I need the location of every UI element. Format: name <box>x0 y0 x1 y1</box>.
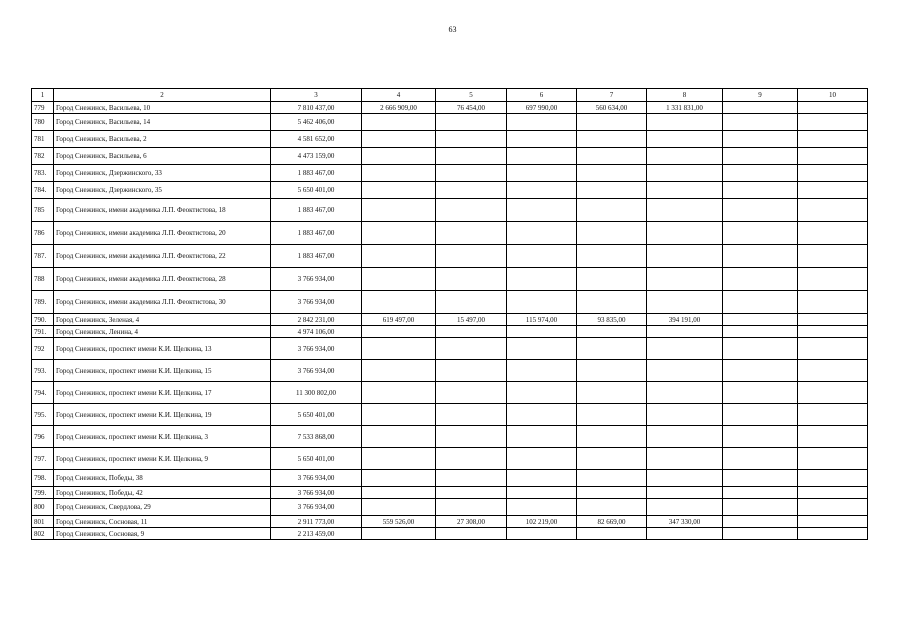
row-number: 784. <box>32 182 54 199</box>
cell-col8 <box>647 487 723 499</box>
cell-col7 <box>577 199 647 222</box>
table-row <box>32 487 868 499</box>
cell-col6 <box>507 448 577 470</box>
cell-col10 <box>798 222 868 245</box>
cell-col6 <box>507 404 577 426</box>
cell-col4 <box>362 148 436 165</box>
cell-col10 <box>798 404 868 426</box>
cell-col9 <box>723 499 798 516</box>
cell-col9 <box>723 470 798 487</box>
cell-col10 <box>798 382 868 404</box>
cell-col10 <box>798 148 868 165</box>
cell-col6 <box>507 245 577 268</box>
cell-col4 <box>362 404 436 426</box>
row-address: Город Снежинск, Васильева, 14 <box>54 114 271 131</box>
cell-col7: 82 669,00 <box>577 516 647 528</box>
cell-col10 <box>798 268 868 291</box>
cell-col10 <box>798 102 868 114</box>
cell-col3: 2 842 231,00 <box>271 314 362 326</box>
cell-col5: 76 454,00 <box>436 102 507 114</box>
table-row <box>32 470 868 487</box>
cell-col4: 619 497,00 <box>362 314 436 326</box>
cell-col7 <box>577 182 647 199</box>
cell-col6 <box>507 326 577 338</box>
cell-col3: 4 974 106,00 <box>271 326 362 338</box>
cell-col9 <box>723 222 798 245</box>
cell-col8 <box>647 338 723 360</box>
cell-col7: 560 634,00 <box>577 102 647 114</box>
row-number: 795. <box>32 404 54 426</box>
cell-col3: 3 766 934,00 <box>271 268 362 291</box>
cell-col5 <box>436 470 507 487</box>
column-header: 4 <box>362 89 436 102</box>
table-body <box>32 89 868 540</box>
table-row <box>32 314 868 326</box>
cell-col3: 5 650 401,00 <box>271 182 362 199</box>
row-address: Город Снежинск, Ленина, 4 <box>54 326 271 338</box>
row-address: Город Снежинск, Победы, 42 <box>54 487 271 499</box>
cell-col6 <box>507 528 577 540</box>
cell-col3: 4 581 652,00 <box>271 131 362 148</box>
cell-col7 <box>577 470 647 487</box>
cell-col8 <box>647 448 723 470</box>
row-number: 786 <box>32 222 54 245</box>
cell-col7 <box>577 487 647 499</box>
cell-col6 <box>507 338 577 360</box>
cell-col6 <box>507 199 577 222</box>
cell-col4 <box>362 487 436 499</box>
table-row <box>32 360 868 382</box>
cell-col4 <box>362 338 436 360</box>
row-number: 798. <box>32 470 54 487</box>
cell-col8 <box>647 148 723 165</box>
column-header: 2 <box>54 89 271 102</box>
cell-col7 <box>577 448 647 470</box>
row-address: Город Снежинск, проспект имени К.И. Щелкина, 15 <box>54 360 271 382</box>
table-row <box>32 382 868 404</box>
cell-col5 <box>436 131 507 148</box>
cell-col4 <box>362 528 436 540</box>
cell-col7 <box>577 291 647 314</box>
column-header: 5 <box>436 89 507 102</box>
cell-col6 <box>507 360 577 382</box>
cell-col9 <box>723 314 798 326</box>
cell-col3: 1 883 467,00 <box>271 222 362 245</box>
row-address: Город Снежинск, Сосновая, 9 <box>54 528 271 540</box>
cell-col4 <box>362 245 436 268</box>
table-row <box>32 222 868 245</box>
cell-col9 <box>723 114 798 131</box>
table-row <box>32 291 868 314</box>
row-number: 794. <box>32 382 54 404</box>
table-row <box>32 426 868 448</box>
cell-col6 <box>507 470 577 487</box>
row-number: 801 <box>32 516 54 528</box>
cell-col7 <box>577 338 647 360</box>
header-row <box>32 89 868 102</box>
table-row <box>32 102 868 114</box>
row-address: Город Снежинск, Свердлова, 29 <box>54 499 271 516</box>
cell-col6: 697 990,00 <box>507 102 577 114</box>
cell-col8 <box>647 360 723 382</box>
cell-col6 <box>507 182 577 199</box>
cell-col6 <box>507 148 577 165</box>
cell-col3: 1 883 467,00 <box>271 165 362 182</box>
cell-col5 <box>436 291 507 314</box>
cell-col8 <box>647 470 723 487</box>
cell-col6 <box>507 426 577 448</box>
cell-col6 <box>507 382 577 404</box>
cell-col3: 3 766 934,00 <box>271 360 362 382</box>
row-number: 785 <box>32 199 54 222</box>
cell-col4 <box>362 291 436 314</box>
row-number: 793. <box>32 360 54 382</box>
cell-col9 <box>723 148 798 165</box>
cell-col10 <box>798 487 868 499</box>
cell-col3: 7 533 868,00 <box>271 426 362 448</box>
column-header: 8 <box>647 89 723 102</box>
table-row <box>32 499 868 516</box>
cell-col10 <box>798 470 868 487</box>
cell-col5 <box>436 165 507 182</box>
cell-col8: 394 191,00 <box>647 314 723 326</box>
row-address: Город Снежинск, проспект имени К.И. Щелкина, 13 <box>54 338 271 360</box>
cell-col4 <box>362 499 436 516</box>
cell-col8 <box>647 245 723 268</box>
cell-col10 <box>798 516 868 528</box>
cell-col10 <box>798 314 868 326</box>
table-row <box>32 404 868 426</box>
cell-col9 <box>723 326 798 338</box>
cell-col3: 4 473 159,00 <box>271 148 362 165</box>
cell-col9 <box>723 382 798 404</box>
cell-col5 <box>436 528 507 540</box>
cell-col5 <box>436 222 507 245</box>
cell-col4 <box>362 268 436 291</box>
cell-col5 <box>436 326 507 338</box>
table-row <box>32 448 868 470</box>
table-row <box>32 245 868 268</box>
row-number: 783. <box>32 165 54 182</box>
cell-col5 <box>436 426 507 448</box>
cell-col6 <box>507 222 577 245</box>
table-row <box>32 114 868 131</box>
cell-col8 <box>647 131 723 148</box>
table-row <box>32 165 868 182</box>
cell-col8: 1 331 831,00 <box>647 102 723 114</box>
table-row <box>32 268 868 291</box>
cell-col3: 5 650 401,00 <box>271 404 362 426</box>
row-number: 790. <box>32 314 54 326</box>
cell-col10 <box>798 131 868 148</box>
cell-col10 <box>798 326 868 338</box>
cell-col9 <box>723 245 798 268</box>
cell-col6 <box>507 291 577 314</box>
table-row <box>32 199 868 222</box>
cell-col5 <box>436 382 507 404</box>
cell-col9 <box>723 131 798 148</box>
row-number: 796 <box>32 426 54 448</box>
cell-col10 <box>798 338 868 360</box>
cell-col7 <box>577 404 647 426</box>
column-header: 3 <box>271 89 362 102</box>
column-header: 7 <box>577 89 647 102</box>
cell-col4 <box>362 326 436 338</box>
cell-col8 <box>647 268 723 291</box>
cell-col7 <box>577 268 647 291</box>
cell-col5 <box>436 404 507 426</box>
cell-col3: 1 883 467,00 <box>271 245 362 268</box>
cell-col9 <box>723 487 798 499</box>
cell-col3: 1 883 467,00 <box>271 199 362 222</box>
cell-col4 <box>362 382 436 404</box>
row-address: Город Снежинск, проспект имени К.И. Щелкина, 17 <box>54 382 271 404</box>
cell-col5 <box>436 182 507 199</box>
row-address: Город Снежинск, Васильева, 2 <box>54 131 271 148</box>
cell-col10 <box>798 199 868 222</box>
cell-col6: 102 219,00 <box>507 516 577 528</box>
column-header: 1 <box>32 89 54 102</box>
row-address: Город Снежинск, имени академика Л.П. Феоктистова, 22 <box>54 245 271 268</box>
cell-col8 <box>647 528 723 540</box>
cell-col10 <box>798 291 868 314</box>
row-number: 780 <box>32 114 54 131</box>
cell-col10 <box>798 499 868 516</box>
cell-col10 <box>798 528 868 540</box>
row-address: Город Снежинск, проспект имени К.И. Щелкина, 3 <box>54 426 271 448</box>
cell-col8 <box>647 291 723 314</box>
cell-col6 <box>507 487 577 499</box>
table-row <box>32 131 868 148</box>
row-address: Город Снежинск, Победы, 38 <box>54 470 271 487</box>
cell-col8 <box>647 426 723 448</box>
cell-col9 <box>723 360 798 382</box>
row-number: 800 <box>32 499 54 516</box>
cell-col8: 347 330,00 <box>647 516 723 528</box>
page-number: 63 <box>448 25 457 34</box>
cell-col10 <box>798 114 868 131</box>
row-number: 782 <box>32 148 54 165</box>
cell-col8 <box>647 114 723 131</box>
cell-col7 <box>577 360 647 382</box>
cell-col7 <box>577 426 647 448</box>
cell-col9 <box>723 199 798 222</box>
cell-col8 <box>647 499 723 516</box>
cell-col4: 2 666 909,00 <box>362 102 436 114</box>
cell-col4 <box>362 182 436 199</box>
row-address: Город Снежинск, Васильева, 6 <box>54 148 271 165</box>
cell-col8 <box>647 165 723 182</box>
cell-col4 <box>362 165 436 182</box>
cell-col5: 27 308,00 <box>436 516 507 528</box>
cell-col9 <box>723 338 798 360</box>
cell-col3: 5 650 401,00 <box>271 448 362 470</box>
cell-col9 <box>723 165 798 182</box>
cell-col4 <box>362 470 436 487</box>
cell-col7 <box>577 245 647 268</box>
cell-col4: 559 526,00 <box>362 516 436 528</box>
cell-col5 <box>436 338 507 360</box>
cell-col6 <box>507 499 577 516</box>
register-table <box>31 88 868 540</box>
row-address: Город Снежинск, Сосновая, 11 <box>54 516 271 528</box>
row-address: Город Снежинск, Дзержинского, 33 <box>54 165 271 182</box>
cell-col4 <box>362 426 436 448</box>
cell-col4 <box>362 131 436 148</box>
table-row <box>32 338 868 360</box>
cell-col3: 2 213 459,00 <box>271 528 362 540</box>
row-number: 791. <box>32 326 54 338</box>
cell-col3: 3 766 934,00 <box>271 487 362 499</box>
column-header: 6 <box>507 89 577 102</box>
cell-col9 <box>723 182 798 199</box>
row-address: Город Снежинск, проспект имени К.И. Щелкина, 19 <box>54 404 271 426</box>
cell-col8 <box>647 404 723 426</box>
cell-col4 <box>362 360 436 382</box>
cell-col7 <box>577 499 647 516</box>
cell-col9 <box>723 426 798 448</box>
row-number: 797. <box>32 448 54 470</box>
table-row <box>32 326 868 338</box>
cell-col10 <box>798 360 868 382</box>
cell-col5 <box>436 199 507 222</box>
row-address: Город Снежинск, имени академика Л.П. Феоктистова, 30 <box>54 291 271 314</box>
cell-col6 <box>507 165 577 182</box>
cell-col6 <box>507 268 577 291</box>
cell-col4 <box>362 199 436 222</box>
table-row <box>32 528 868 540</box>
cell-col6 <box>507 131 577 148</box>
cell-col6: 115 974,00 <box>507 314 577 326</box>
cell-col5 <box>436 499 507 516</box>
cell-col3: 3 766 934,00 <box>271 338 362 360</box>
cell-col7 <box>577 148 647 165</box>
cell-col8 <box>647 326 723 338</box>
cell-col5 <box>436 245 507 268</box>
cell-col7 <box>577 114 647 131</box>
row-number: 779 <box>32 102 54 114</box>
cell-col9 <box>723 404 798 426</box>
cell-col4 <box>362 222 436 245</box>
cell-col5 <box>436 268 507 291</box>
cell-col7 <box>577 222 647 245</box>
cell-col5 <box>436 148 507 165</box>
cell-col5: 15 497,00 <box>436 314 507 326</box>
table-row <box>32 148 868 165</box>
table-row <box>32 516 868 528</box>
row-number: 789. <box>32 291 54 314</box>
cell-col5 <box>436 114 507 131</box>
cell-col3: 11 300 802,00 <box>271 382 362 404</box>
cell-col6 <box>507 114 577 131</box>
row-number: 787. <box>32 245 54 268</box>
cell-col5 <box>436 360 507 382</box>
cell-col9 <box>723 268 798 291</box>
row-address: Город Снежинск, проспект имени К.И. Щелкина, 9 <box>54 448 271 470</box>
row-number: 799. <box>32 487 54 499</box>
cell-col5 <box>436 448 507 470</box>
row-number: 781 <box>32 131 54 148</box>
cell-col7 <box>577 131 647 148</box>
cell-col10 <box>798 182 868 199</box>
row-number: 788 <box>32 268 54 291</box>
row-number: 792 <box>32 338 54 360</box>
column-header: 9 <box>723 89 798 102</box>
row-address: Город Снежинск, Зеленая, 4 <box>54 314 271 326</box>
cell-col7 <box>577 528 647 540</box>
cell-col3: 2 911 773,00 <box>271 516 362 528</box>
column-header: 10 <box>798 89 868 102</box>
cell-col7 <box>577 326 647 338</box>
cell-col9 <box>723 516 798 528</box>
row-number: 802 <box>32 528 54 540</box>
cell-col9 <box>723 102 798 114</box>
cell-col4 <box>362 448 436 470</box>
table-row <box>32 182 868 199</box>
row-address: Город Снежинск, Васильева, 10 <box>54 102 271 114</box>
cell-col3: 5 462 406,00 <box>271 114 362 131</box>
cell-col5 <box>436 487 507 499</box>
cell-col10 <box>798 245 868 268</box>
cell-col10 <box>798 165 868 182</box>
cell-col4 <box>362 114 436 131</box>
cell-col8 <box>647 199 723 222</box>
cell-col3: 7 810 437,00 <box>271 102 362 114</box>
cell-col3: 3 766 934,00 <box>271 499 362 516</box>
cell-col10 <box>798 448 868 470</box>
row-address: Город Снежинск, Дзержинского, 35 <box>54 182 271 199</box>
cell-col8 <box>647 382 723 404</box>
cell-col7: 93 835,00 <box>577 314 647 326</box>
cell-col7 <box>577 382 647 404</box>
cell-col8 <box>647 182 723 199</box>
cell-col9 <box>723 291 798 314</box>
row-address: Город Снежинск, имени академика Л.П. Феоктистова, 28 <box>54 268 271 291</box>
cell-col9 <box>723 528 798 540</box>
row-address: Город Снежинск, имени академика Л.П. Феоктистова, 18 <box>54 199 271 222</box>
cell-col3: 3 766 934,00 <box>271 291 362 314</box>
cell-col8 <box>647 222 723 245</box>
cell-col3: 3 766 934,00 <box>271 470 362 487</box>
cell-col7 <box>577 165 647 182</box>
cell-col10 <box>798 426 868 448</box>
cell-col9 <box>723 448 798 470</box>
row-address: Город Снежинск, имени академика Л.П. Феоктистова, 20 <box>54 222 271 245</box>
